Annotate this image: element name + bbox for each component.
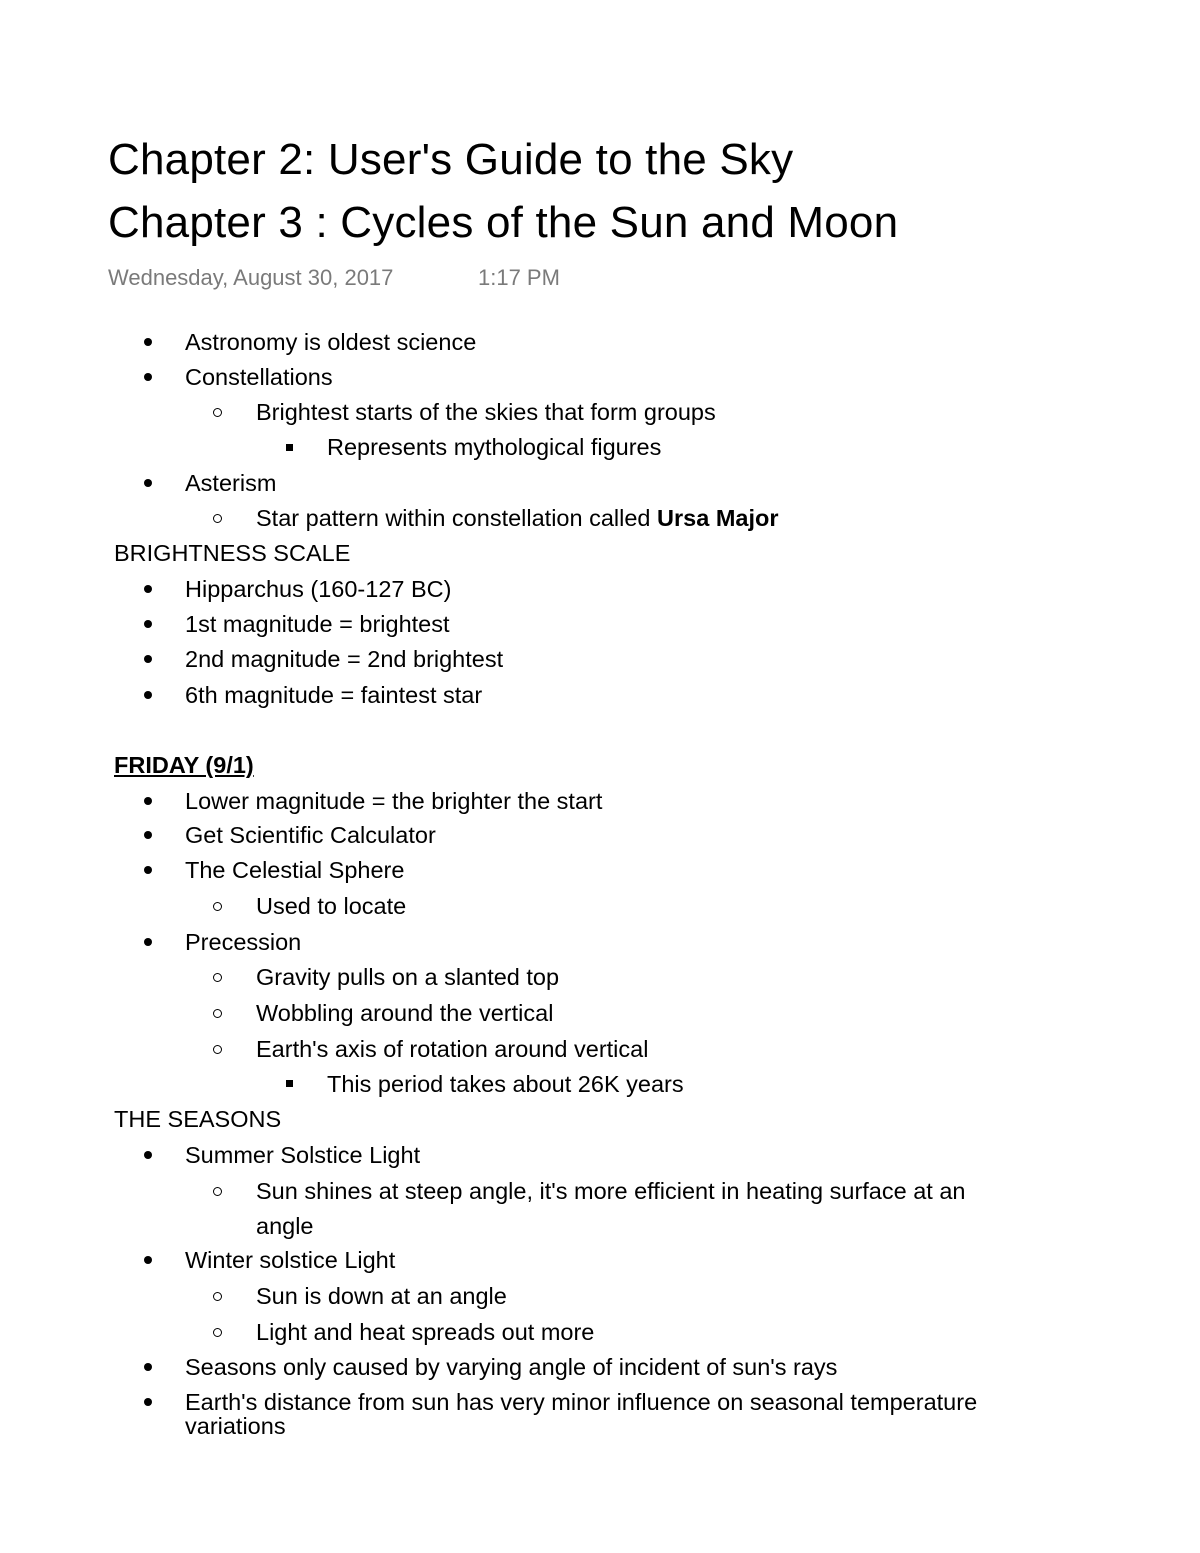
list-item-continuation: angle <box>256 1213 314 1239</box>
bullet-circle-icon <box>213 1009 222 1018</box>
bullet-dot-icon <box>144 1151 152 1159</box>
list-item: Astronomy is oldest science <box>185 329 477 355</box>
note-time: 1:17 PM <box>478 265 560 290</box>
list-item-text: Star pattern within constellation called <box>256 505 658 531</box>
list-item: Brightest starts of the skies that form groups <box>256 399 716 425</box>
bullet-square-icon <box>286 1080 293 1087</box>
list-item: Used to locate <box>256 893 407 919</box>
list-item: Summer Solstice Light <box>185 1142 421 1168</box>
list-item: Light and heat spreads out more <box>256 1319 595 1345</box>
list-item: Winter solstice Light <box>185 1247 396 1273</box>
page-title-line-1: Chapter 2: User's Guide to the Sky <box>108 135 794 184</box>
section-heading: BRIGHTNESS SCALE <box>114 540 351 566</box>
list-item: Sun shines at steep angle, it's more efficient in heating surface at an <box>256 1178 966 1204</box>
list-item: Represents mythological figures <box>327 434 662 460</box>
list-item: Get Scientific Calculator <box>185 822 436 848</box>
bullet-dot-icon <box>144 866 152 874</box>
list-item: The Celestial Sphere <box>185 857 405 883</box>
list-item: 2nd magnitude = 2nd brightest <box>185 646 504 672</box>
bullet-dot-icon <box>144 1398 152 1406</box>
clipped-continuation <box>185 1413 485 1439</box>
list-item: This period takes about 26K years <box>327 1071 684 1097</box>
bullet-dot-icon <box>144 797 152 805</box>
section-heading-friday: FRIDAY (9/1) <box>114 752 254 778</box>
list-item: Precession <box>185 929 302 955</box>
note-date: Wednesday, August 30, 2017 <box>108 265 394 290</box>
bullet-dot-icon <box>144 831 152 839</box>
bullet-dot-icon <box>144 620 152 628</box>
bullet-circle-icon <box>213 1292 222 1301</box>
list-item: Wobbling around the vertical <box>256 1000 554 1026</box>
list-item <box>256 503 779 533</box>
page-title-line-2: Chapter 3 : Cycles of the Sun and Moon <box>108 198 899 247</box>
bullet-circle-icon <box>213 1328 222 1337</box>
bullet-circle-icon <box>213 902 222 911</box>
bullet-circle-icon <box>213 1187 222 1196</box>
bullet-dot-icon <box>144 1363 152 1371</box>
list-item: Seasons only caused by varying angle of incident of sun's rays <box>185 1354 838 1380</box>
bullet-dot-icon <box>144 1256 152 1264</box>
list-item-emphasis: Ursa Major <box>657 505 779 531</box>
list-item: Gravity pulls on a slanted top <box>256 964 560 990</box>
bullet-square-icon <box>286 444 293 451</box>
bullet-dot-icon <box>144 479 152 487</box>
list-item: Lower magnitude = the brighter the start <box>185 788 603 814</box>
list-item: Constellations <box>185 364 333 390</box>
bullet-circle-icon <box>213 514 222 523</box>
list-item: 1st magnitude = brightest <box>185 611 450 637</box>
bullet-circle-icon <box>213 1045 222 1054</box>
bullet-dot-icon <box>144 655 152 663</box>
list-item: Earth's axis of rotation around vertical <box>256 1036 649 1062</box>
list-item: Asterism <box>185 470 277 496</box>
list-item-continuation: variations <box>185 1413 286 1439</box>
bullet-circle-icon <box>213 408 222 417</box>
list-item: Earth's distance from sun has very minor influence on seasonal temperature <box>185 1389 978 1415</box>
bullet-dot-icon <box>144 585 152 593</box>
list-item: 6th magnitude = faintest star <box>185 682 483 708</box>
bullet-dot-icon <box>144 338 152 346</box>
section-heading: THE SEASONS <box>114 1106 282 1132</box>
bullet-circle-icon <box>213 973 222 982</box>
list-item: Sun is down at an angle <box>256 1283 507 1309</box>
bullet-dot-icon <box>144 373 152 381</box>
list-item: Hipparchus (160-127 BC) <box>185 576 452 602</box>
bullet-dot-icon <box>144 691 152 699</box>
bullet-dot-icon <box>144 938 152 946</box>
